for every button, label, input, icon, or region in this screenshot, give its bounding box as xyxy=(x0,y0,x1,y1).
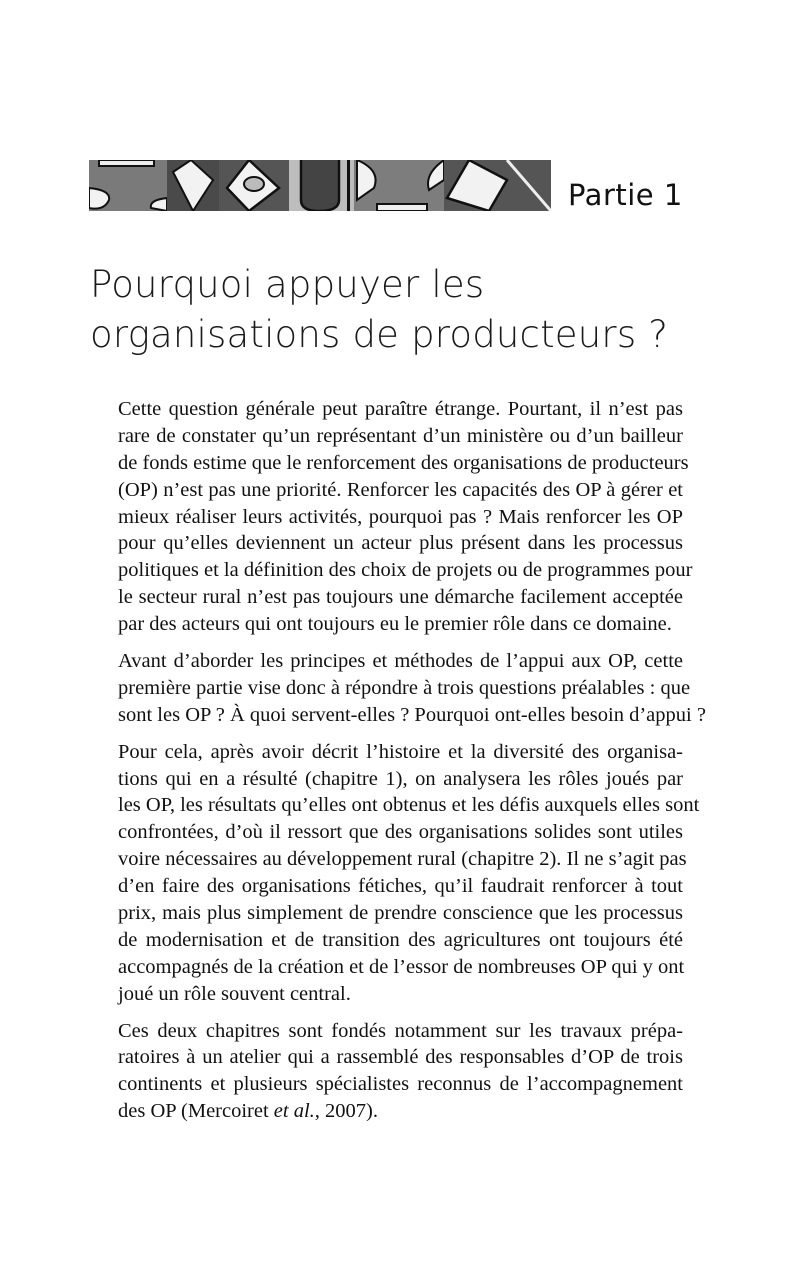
text-line: première partie vise donc à répondre à trois questions préalables : que xyxy=(118,676,691,699)
text-line: tions qui en a résulté (chapitre 1), on analysera les rôles joués par xyxy=(118,767,683,790)
text-line: politiques et la définition des choix de projets ou de programmes pour xyxy=(118,559,693,582)
text-line: de fonds estime que le renforcement des organisations de producteurs xyxy=(118,451,689,474)
paragraph xyxy=(118,396,693,638)
decorative-banner xyxy=(89,160,551,211)
text-line: accompagnés de la création et de l’essor de nombreuses OP qui y ont xyxy=(118,955,685,978)
part-label: Partie 1 xyxy=(568,178,683,212)
text-line: Ces deux chapitres sont fondés notamment sur les travaux prépa- xyxy=(118,1019,683,1042)
text-line: ratoires à un atelier qui a rassemblé des responsables d’OP de trois xyxy=(118,1046,683,1069)
text-line: Pour cela, après avoir décrit l’histoire et la diversité des organisa- xyxy=(118,740,683,763)
text-line: par des acteurs qui ont toujours eu le premier rôle dans ce domaine. xyxy=(118,613,672,636)
text-line: Avant d’aborder les principes et méthodes de l’appui aux OP, cette xyxy=(118,650,683,673)
text-line xyxy=(118,1098,683,1125)
text-line: (OP) n’est pas une priorité. Renforcer les capacités des OP à gérer et xyxy=(118,478,683,501)
text-line: sont les OP ? À quoi servent-elles ? Pourquoi ont-elles besoin d’appui ? xyxy=(118,703,706,726)
text-line: voire nécessaires au développement rural (chapitre 2). Il ne s’agit pas xyxy=(118,848,687,871)
paragraph xyxy=(118,1018,683,1126)
text-line: confrontées, d’où il ressort que des organisations solides sont utiles xyxy=(118,821,683,844)
text-line: d’en faire des organisations fétiches, qu’il faudrait renforcer à tout xyxy=(118,875,683,898)
text-line: de modernisation et de transition des agricultures ont toujours été xyxy=(118,928,683,951)
citation-etal: et al. xyxy=(273,1100,315,1123)
body-text xyxy=(118,396,706,1135)
paragraph xyxy=(118,648,706,729)
title-line: organisations de producteurs ? xyxy=(90,313,669,356)
chapter-title xyxy=(90,260,730,360)
citation-year: , 2007). xyxy=(314,1100,378,1123)
text-line: mieux réaliser leurs activités, pourquoi pas ? Mais renforcer les OP xyxy=(118,505,683,528)
text-line: pour qu’elles deviennent un acteur plus présent dans les processus xyxy=(118,532,683,555)
text-line: le secteur rural n’est pas toujours une démarche facilement acceptée xyxy=(118,586,683,609)
text-line: prix, mais plus simplement de prendre conscience que les processus xyxy=(118,902,683,925)
text-line: joué un rôle souvent central. xyxy=(118,982,351,1005)
citation-text: des OP (Mercoiret xyxy=(118,1100,274,1123)
text-line: les OP, les résultats qu’elles ont obtenus et les défis auxquels elles sont xyxy=(118,794,700,817)
title-line: Pourquoi appuyer les xyxy=(90,263,485,306)
paragraph xyxy=(118,739,700,1008)
text-line: Cette question générale peut paraître étrange. Pourtant, il n’est pas xyxy=(118,398,683,420)
text-line: continents et plusieurs spécialistes reconnus de l’accompagnement xyxy=(118,1073,683,1096)
text-line: rare de constater qu’un représentant d’un ministère ou d’un bailleur xyxy=(118,424,683,447)
